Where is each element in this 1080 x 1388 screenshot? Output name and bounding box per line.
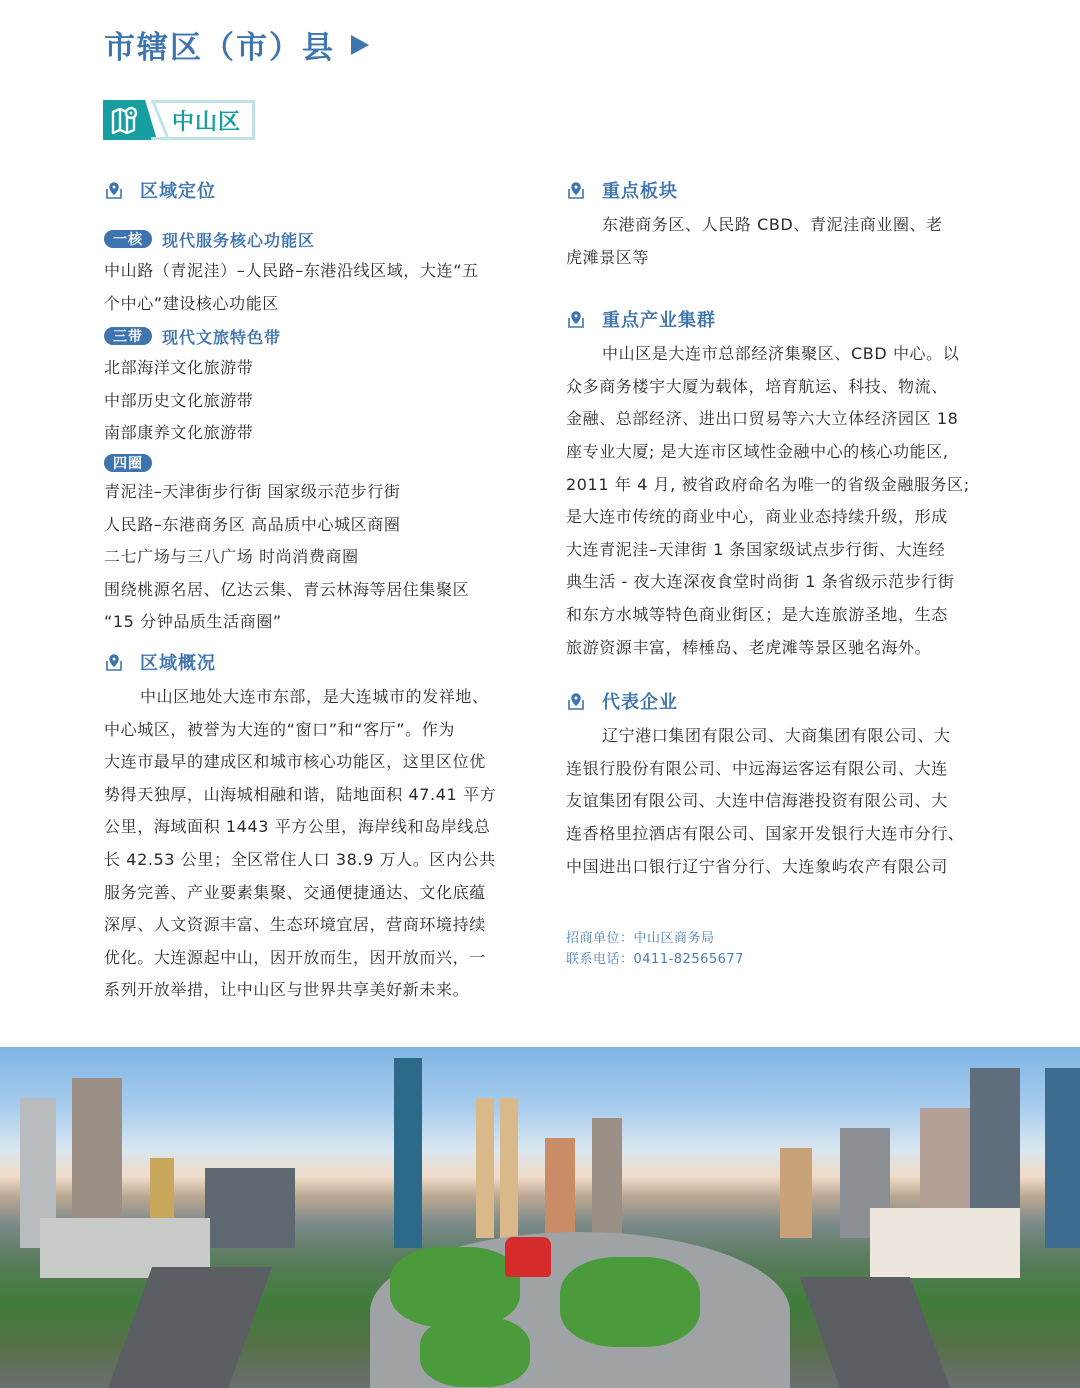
text-line: 金融、总部经济、进出口贸易等六大立体经济园区 18	[566, 409, 959, 429]
left-column	[104, 175, 524, 1007]
text-line: 是大连市传统的商业中心，商业业态持续升级，形成	[566, 507, 948, 527]
text-line: 旅游资源丰富，棒棰岛、老虎滩等景区驰名海外。	[566, 637, 932, 657]
core-subheading: 一核 现代服务核心功能区	[104, 223, 524, 255]
text-line: 虎滩景区等	[566, 247, 650, 267]
text-line: 典生活 - 夜大连深夜食堂时尚街 1 条省级示范步行街	[566, 572, 955, 592]
text-line: 辽宁港口集团有限公司、大商集团有限公司、大	[602, 726, 951, 746]
text-line: 中山路（青泥洼）–人民路–东港沿线区域，大连“五	[104, 261, 479, 280]
section-heading-enterprises: 代表企业	[566, 686, 986, 716]
location-pin-icon	[566, 691, 586, 711]
text-line: 东港商务区、人民路 CBD、青泥洼商业圈、老	[602, 215, 943, 234]
city-panorama-photo	[0, 1047, 1080, 1388]
badge-circles: 四圈	[104, 454, 152, 472]
text-line: 大连青泥洼–天津街 1 条国家级试点步行街、大连经	[566, 539, 946, 559]
text-line: 系列开放举措，让中山区与世界共享美好新未来。	[104, 980, 470, 1000]
location-pin-icon	[566, 180, 586, 200]
right-column	[566, 175, 986, 883]
text-line: 2011 年 4 月, 被省政府命名为唯一的省级金融服务区;	[566, 474, 970, 494]
text-line: 个中心”建设核心功能区	[104, 293, 279, 313]
text-line: 公里，海域面积 1443 平方公里，海岸线和岛岸线总	[104, 817, 491, 837]
badge-belts: 三带	[104, 327, 152, 345]
section-heading-key-areas: 重点板块	[566, 175, 986, 205]
contact-phone: 联系电话：0411-82565677	[566, 952, 744, 967]
text-line: 南部康养文化旅游带	[104, 423, 254, 443]
text-line: 长 42.53 公里；全区常住人口 38.9 万人。区内公共	[104, 849, 496, 869]
text-line: 中山区是大连市总部经济集聚区、CBD 中心。以	[602, 344, 960, 364]
badge-core: 一核	[104, 230, 152, 248]
district-name: 中山区	[151, 100, 255, 140]
circles-subheading	[104, 450, 524, 476]
text-line: 中部历史文化旅游带	[104, 390, 254, 410]
section-heading-positioning: 区域定位	[104, 175, 524, 205]
map-pin-icon	[103, 100, 157, 140]
text-line: 人民路–东港商务区 高品质中心城区商圈	[104, 514, 401, 534]
location-pin-icon	[104, 180, 124, 200]
contact-info	[566, 928, 744, 970]
triangle-right-icon	[351, 35, 369, 55]
text-line: 中心城区，被誉为大连的“窗口”和“客厅”。作为	[104, 719, 455, 739]
text-line: 中山区地处大连市东部，是大连城市的发祥地、	[140, 686, 489, 706]
section-heading-overview: 区域概况	[104, 647, 524, 677]
text-line: 深厚、人文资源丰富、生态环境宜居，营商环境持续	[104, 915, 486, 935]
text-line: 大连市最早的建成区和城市核心功能区，这里区位优	[104, 752, 486, 772]
contact-unit: 招商单位：中山区商务局	[566, 931, 715, 946]
text-line: 和东方水城等特色商业街区；是大连旅游圣地，生态	[566, 604, 948, 624]
district-tag	[103, 100, 255, 140]
location-pin-icon	[566, 309, 586, 329]
text-line: 服务完善、产业要素集聚、交通便捷通达、文化底蕴	[104, 882, 486, 902]
text-line: 青泥洼–天津街步行街 国家级示范步行街	[104, 481, 401, 501]
section-heading-industry: 重点产业集群	[566, 304, 986, 334]
red-monument	[505, 1237, 551, 1277]
text-line: 二七广场与三八广场 时尚消费商圈	[104, 547, 359, 567]
location-pin-icon	[104, 652, 124, 672]
text-line: 友谊集团有限公司、大连中信海港投资有限公司、大	[566, 791, 948, 811]
text-line: 中国进出口银行辽宁省分行、大连象屿农产有限公司	[566, 856, 948, 876]
text-line: 围绕桃源名居、亿达云集、青云林海等居住集聚区	[104, 579, 470, 599]
text-line: “15 分钟品质生活商圈”	[104, 612, 282, 632]
text-line: 北部海洋文化旅游带	[104, 358, 254, 378]
belts-subheading: 三带 现代文旅特色带	[104, 320, 524, 352]
text-line: 优化。大连源起中山，因开放而生，因开放而兴，一	[104, 947, 486, 967]
text-line: 连香格里拉酒店有限公司、国家开发银行大连市分行、	[566, 823, 965, 843]
text-line: 连银行股份有限公司、中远海运客运有限公司、大连	[566, 758, 948, 778]
text-line: 势得天独厚，山海城相融和谐，陆地面积 47.41 平方	[104, 784, 497, 804]
page-title-text: 市辖区（市）县	[104, 30, 335, 66]
page-title	[104, 22, 369, 67]
text-line: 座专业大厦; 是大连市区域性金融中心的核心功能区,	[566, 441, 949, 461]
text-line: 众多商务楼宇大厦为载体，培育航运、科技、物流、	[566, 376, 948, 396]
